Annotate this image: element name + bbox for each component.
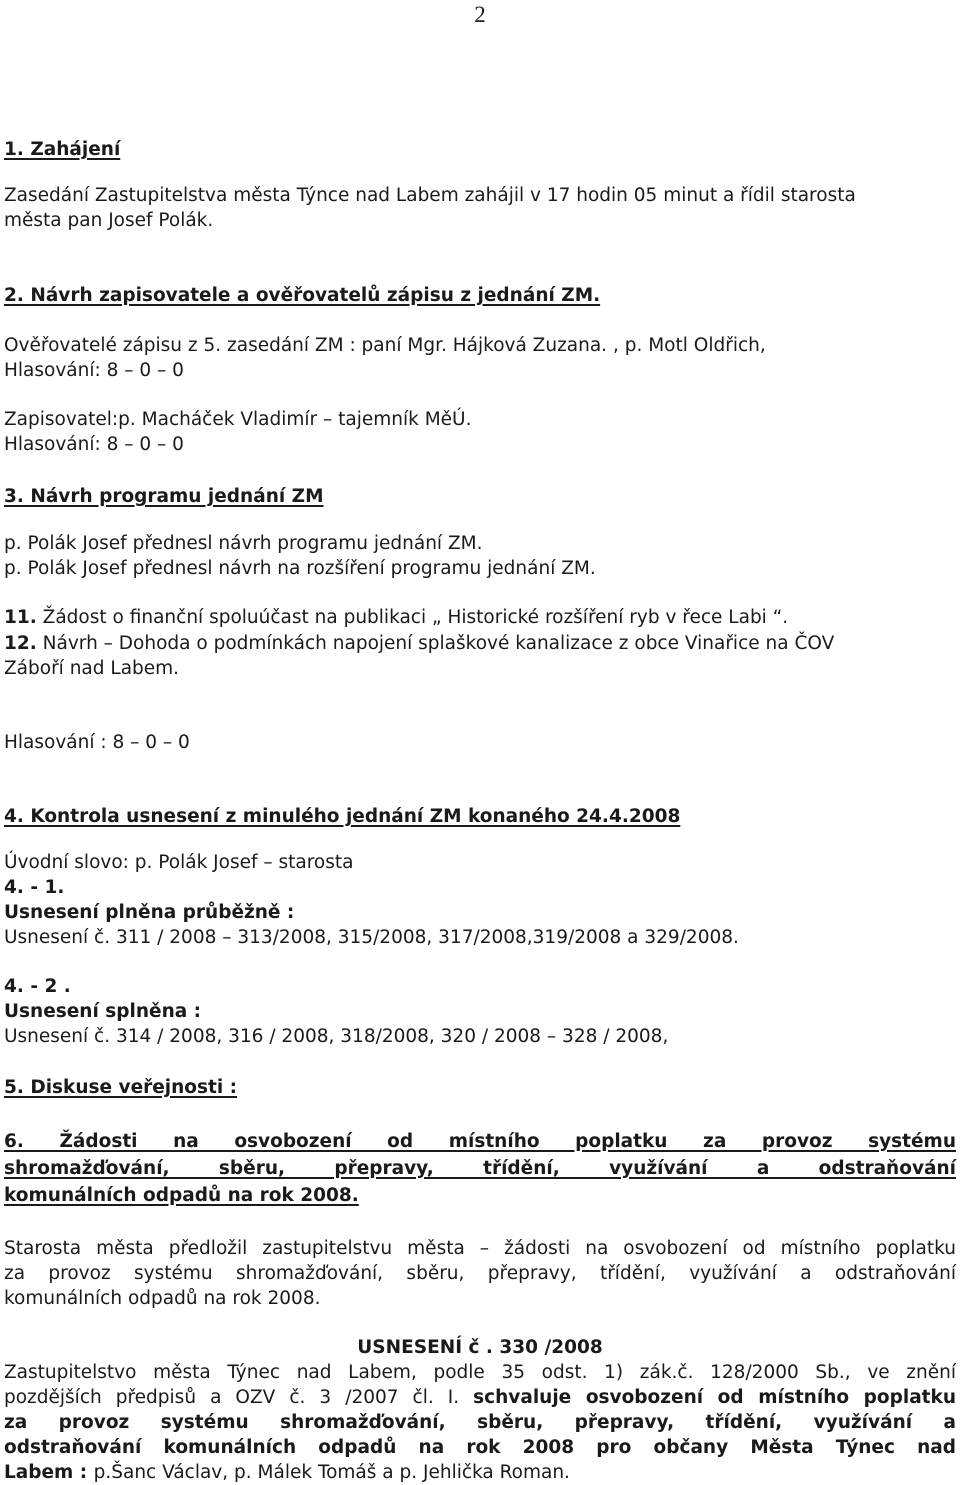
subsection-4-2-title: Usnesení splněna : [4,1001,202,1022]
recorder-line: Zapisovatel:p. Macháček Vladimír – tajemník MěÚ. [4,409,472,430]
section-6-heading-line-3: komunálních odpadů na rok 2008. [4,1185,359,1206]
resolution-line-2-bold: schvaluje osvobození od místního poplatku [473,1387,956,1408]
section-5-heading: 5. Diskuse veřejnosti : [4,1077,238,1098]
resolution-line-5-bold: Labem : [4,1462,94,1483]
section-3-heading: 3. Návrh programu jednání ZM [4,486,324,507]
subsection-4-2-label: 4. - 2 . [4,976,71,997]
verifiers-line: Ověřovatelé zápisu z 5. zasedání ZM : paní Mgr. Hájková Zuzana. , p. Motl Oldřich, [4,335,766,356]
program-line-2: p. Polák Josef přednesl návrh na rozšíření programu jednání ZM. [4,558,596,579]
program-line-1: p. Polák Josef přednesl návrh programu jednání ZM. [4,533,483,554]
agenda-item-12-text: Návrh – Dohoda o podmínkách napojení splaškové kanalizace z obce Vinařice na ČOV [36,633,835,654]
section-6-paragraph-line-2: za provoz systému shromažďování, sběru, přepravy, třídění, využívání a odstraňování [4,1263,956,1284]
section-6-heading-line-2: shromažďování, sběru, přepravy, třídění, využívání a odstraňování [4,1158,956,1179]
resolution-line-3: za provoz systému shromažďování, sběru, přepravy, třídění, využívání a [4,1412,956,1433]
vote-verifiers: Hlasování: 8 – 0 – 0 [4,360,184,381]
resolution-title: USNESENÍ č . 330 /2008 [357,1337,603,1358]
agenda-item-11-text: Žádost o finanční spoluúčast na publikaci „ Historické rozšíření ryb v řece Labi “. [36,607,789,628]
subsection-4-1-text: Usnesení č. 311 / 2008 – 313/2008, 315/2008, 317/2008,319/2008 a 329/2008. [4,927,739,948]
resolution-line-1: Zastupitelstvo města Týnec nad Labem, podle 35 odst. 1) zák.č. 128/2000 Sb., ve znění [4,1362,956,1383]
section-1-line-2: města pan Josef Polák. [4,210,214,231]
section-4-heading: 4. Kontrola usnesení z minulého jednání ZM konaného 24.4.2008 [4,806,681,827]
subsection-4-2-text: Usnesení č. 314 / 2008, 316 / 2008, 318/2008, 320 / 2008 – 328 / 2008, [4,1026,669,1047]
section-6-paragraph-line-1: Starosta města předložil zastupitelstvu města – žádosti na osvobození od místního poplatku [4,1238,956,1259]
resolution-line-5-regular: p.Šanc Václav, p. Málek Tomáš a p. Jehlička Roman. [93,1462,570,1483]
agenda-item-11 [4,606,956,630]
resolution-line-2 [4,1386,956,1410]
section-2-heading: 2. Návrh zapisovatele a ověřovatelů zápisu z jednání ZM. [4,285,601,306]
agenda-item-12 [4,632,956,656]
agenda-item-12-number: 12. [4,633,37,654]
subsection-4-1-label: 4. - 1. [4,877,65,898]
section-1-line-1: Zasedání Zastupitelstva města Týnce nad Labem zahájil v 17 hodin 05 minut a řídil starosta [4,185,856,206]
resolution-line-4: odstraňování komunálních odpadů na rok 2008 pro občany Města Týnec nad [4,1437,956,1458]
section-6-paragraph-line-3: komunálních odpadů na rok 2008. [4,1288,321,1309]
page-number: 2 [474,2,486,27]
intro-line: Úvodní slovo: p. Polák Josef – starosta [4,852,354,873]
subsection-4-1-title: Usnesení plněna průběžně : [4,902,295,923]
resolution-line-2-regular: pozdějších předpisů a OZV č. 3 /2007 čl. I. [4,1387,474,1408]
vote-recorder: Hlasování: 8 – 0 – 0 [4,434,184,455]
section-1-heading: 1. Zahájení [4,139,121,160]
vote-program: Hlasování : 8 – 0 – 0 [4,732,190,753]
agenda-item-11-number: 11. [4,607,37,628]
resolution-line-5 [4,1461,956,1485]
section-6-heading-line-1: 6. Žádosti na osvobození od místního poplatku za provoz systému [4,1131,956,1152]
agenda-item-12-continued: Záboří nad Labem. [4,658,180,679]
